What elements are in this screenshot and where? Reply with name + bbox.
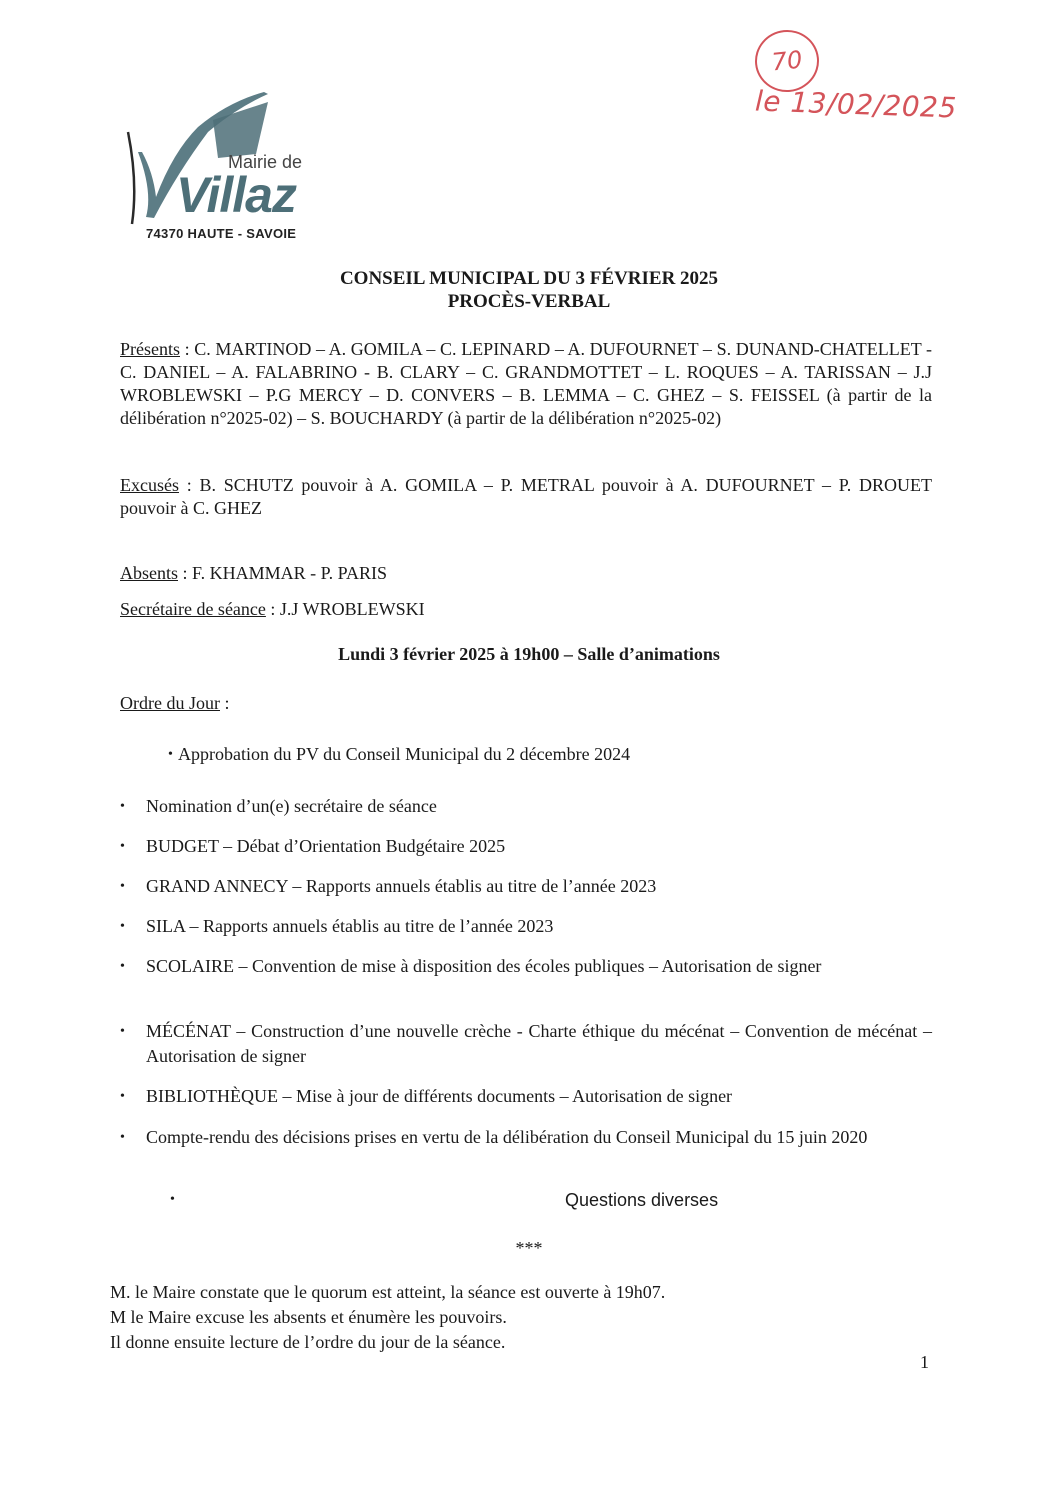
excuses-paragraph [120, 474, 932, 520]
agenda-item [120, 794, 932, 819]
bullet-icon: • [120, 1130, 125, 1145]
agenda-item-text: SCOLAIRE – Convention de mise à disposition des écoles publiques – Autorisation de signer [146, 956, 822, 976]
session-heading: Lundi 3 février 2025 à 19h00 – Salle d’animations [338, 644, 720, 664]
bullet-icon: • [170, 1192, 175, 1207]
agenda-item-text: Questions diverses [565, 1190, 719, 1210]
presents-paragraph [120, 338, 932, 430]
agenda-item-text: Approbation du PV du Conseil Municipal du 2 décembre 2024 [178, 744, 631, 764]
villaz-logo [118, 92, 318, 252]
document-title: CONSEIL MUNICIPAL DU 3 FÉVRIER 2025 [339, 268, 719, 289]
agenda-item [168, 742, 868, 767]
secretaire-text: : J.J WROBLEWSKI [265, 599, 425, 619]
agenda-item-text: Compte-rendu des décisions prises en vertu de la délibération du Conseil Municipal du 15 juin 2020 [146, 1127, 868, 1147]
agenda-item-text: SILA – Rapports annuels établis au titre de l’année 2023 [146, 916, 554, 936]
page-number: 1 [920, 1352, 929, 1372]
bullet-icon: • [120, 1024, 125, 1039]
secretaire-paragraph [120, 598, 932, 621]
bullet-icon: • [120, 839, 125, 854]
document-subtitle: PROCÈS-VERBAL [447, 291, 611, 312]
logo-mairie-text: Mairie de [228, 152, 303, 172]
agenda-heading [120, 692, 932, 715]
agenda-item-text: Nomination d’un(e) secrétaire de séance [146, 796, 437, 816]
agenda-item [120, 1125, 932, 1150]
agenda-label-suffix: : [219, 693, 230, 713]
agenda-item [120, 954, 932, 979]
logo-subtitle: 74370 HAUTE - SAVOIE [146, 226, 297, 241]
closing-line: M le Maire excuse les absents et énumère les pouvoirs. [110, 1307, 507, 1327]
bullet-icon: • [120, 799, 125, 814]
secretaire-label: Secrétaire de séance [120, 599, 266, 619]
logo-villaz-text: Villaz [176, 167, 296, 223]
handwritten-number-text: 70 [770, 45, 804, 77]
absents-text: : F. KHAMMAR - P. PARIS [178, 563, 387, 583]
closing-line: Il donne ensuite lecture de l’ordre du jour de la séance. [110, 1332, 506, 1352]
agenda-item [120, 834, 932, 859]
agenda-item [120, 1019, 932, 1069]
closing-line: M. le Maire constate que le quorum est atteint, la séance est ouverte à 19h07. [110, 1282, 666, 1302]
agenda-item-text: BIBLIOTHÈQUE – Mise à jour de différents documents – Autorisation de signer [146, 1086, 733, 1106]
agenda-label: Ordre du Jour [120, 693, 220, 713]
bullet-icon: • [120, 1089, 125, 1104]
agenda-item-text: BUDGET – Débat d’Orientation Budgétaire 2025 [146, 836, 506, 856]
absents-label: Absents [120, 563, 178, 583]
absents-paragraph [120, 562, 932, 585]
excuses-text: : B. SCHUTZ pouvoir à A. GOMILA – P. METRAL pouvoir à A. DUFOURNET – P. DROUET pouvoir à C. GHEZ [120, 475, 932, 518]
agenda-item [120, 914, 932, 939]
presents-label: Présents [120, 339, 180, 359]
agenda-item [120, 874, 932, 899]
bullet-icon: • [120, 879, 125, 894]
agenda-item [120, 1084, 932, 1109]
bullet-icon: • [120, 959, 125, 974]
agenda-item-text: GRAND ANNECY – Rapports annuels établis au titre de l’année 2023 [146, 876, 657, 896]
handwritten-date: le 13/02/2025 [754, 84, 958, 125]
excuses-label: Excusés [120, 475, 179, 495]
agenda-item-text: MÉCÉNAT – Construction d’une nouvelle crèche - Charte éthique du mécénat – Convention de mécénat – Autorisation de signer [146, 1021, 932, 1066]
bullet-icon: • [120, 919, 125, 934]
separator: *** [515, 1238, 543, 1258]
presents-text: : C. MARTINOD – A. GOMILA – C. LEPINARD – A. DUFOURNET – S. DUNAND-CHATELLET - C. DANIEL – A. FALABRINO - B. CLARY – C. GRANDMOTTET – L. ROQUES – A. TARISSAN – J.J WROBLEWSKI – P.G MERCY – D. CONVERS – B. LEMMA – C. GHEZ – S. FEISSEL (à partir de la délibération n°2025-02) – S. BOUCHARDY (à partir de la délibération n°2025-02) [120, 339, 932, 428]
bullet-icon: • [168, 747, 173, 762]
